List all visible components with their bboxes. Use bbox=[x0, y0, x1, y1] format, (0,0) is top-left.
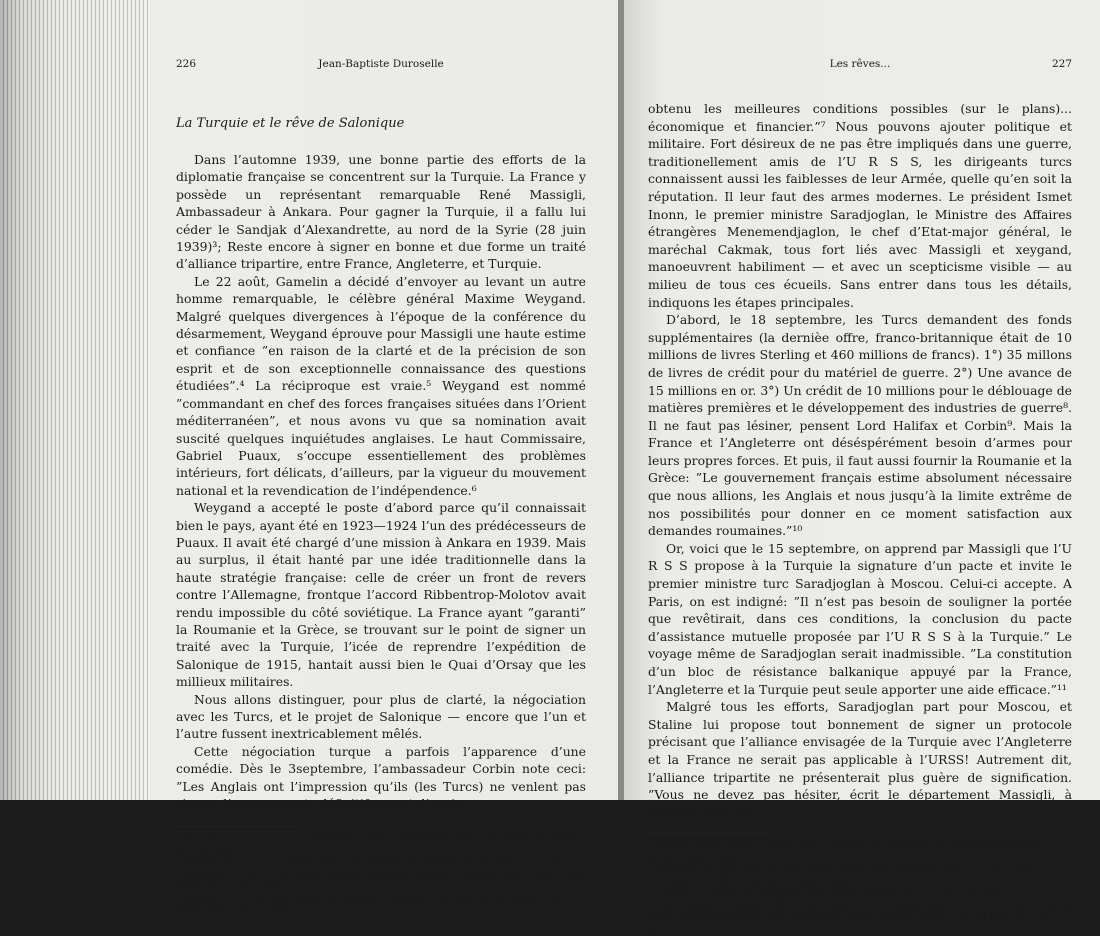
right-page-number: 227 bbox=[1051, 58, 1072, 70]
left-running-head: Jean-Baptiste Duroselle bbox=[318, 58, 444, 70]
footnote: ⁷ Corbin, 3 sept. 1939. T. 2935—2937. Archives du ministère des Affaires étrangères (MAE) 1940. Londres; M a s s i g l i, p. 251. bbox=[648, 840, 1042, 864]
footnote: ⁸ Massigli, 18 sept. 1939. T. 1560—1571. MAE 1940. Londres; M a s s i g l i, p. 254. bbox=[648, 864, 1038, 876]
right-header bbox=[648, 58, 1072, 74]
footnote: ¹¹ Pour Ankara, T. départ 1262—1263. MAE 1940. Londres; Paul de V i l l e l u m e, Journal d’une défaite avril 1939—juin 1940 (Paris 1976), 15 sept. 1939, p. 37; M a s s i g l i, p. 269. bbox=[648, 900, 1072, 936]
paragraph: Nous allons distinguer, pour plus de clarté, la négociation avec les Turcs, et le projet de Salonique — encore que l’un et l’autre fussent inextricablement mêlés. bbox=[176, 691, 586, 742]
footnote-rule bbox=[648, 833, 768, 834]
right-body bbox=[648, 100, 1072, 936]
left-body bbox=[176, 116, 586, 917]
footnote: ¹⁰ 16 sept. T. 2175—2178 départ. MAE 1940. Londres; M a s s i g l i, p. 272. bbox=[648, 888, 1001, 900]
left-header bbox=[176, 58, 586, 74]
right-page bbox=[624, 0, 1100, 936]
paragraph: obtenu les meilleures conditions possibles (sur le plans)... économique et financier.”⁷ Nous pouvons ajouter politique et militaire. Fort désireux de ne pas être impliqués dans une guerre, traditionellement amis de l’U R S S, les dirigeants turcs connaissent aussi les faiblesses de leur Armée, quelle qu’en soit la réputation. Il leur faut des armes modernes. Le président Ismet Inonn, le premier ministre Saradjoglan, le Ministre des Affaires étrangères Menemendjaglon, le chef d’Etat-major général, le maréchal Cakmak, tous fort liés avec Massigli et xeygand, manoeuvrent habiliment — et avec un scepticisme visible — au milieu de tous ces écueils. Sans entrer dans tous les détails, indiquons les étapes principales. bbox=[648, 101, 1072, 310]
paragraph: Weygand a accepté le poste d’abord parce qu’il connaissait bien le pays, ayant été en 1923—1924 l’un des prédécesseurs de Puaux. Il avait été chargé d’une mission à Ankara en 1939. Mais au surplus, il était hanté par une idée traditionnelle dans la haute stratégie française: celle de créer un front de revers contre l’Allemagne, frontque l’accord Ribbentrop-Molotov avait rendu impossible du côté soviétique. La France ayant ”garanti” la Roumanie et la Grèce, se trouvant sur le point de signer un traité avec la Turquie, l’icée de reprendre l’expédition de Salonique de 1915, hantait aussi bien le Quai d’Orsay que les millieux militaires. bbox=[176, 500, 586, 690]
footnote: ³ Cf. J.-B. D u r o s e l l e, La Décadence 1932—1939 (Paris 1979. Imprimeric nationale), p. 435—439. bbox=[176, 833, 586, 857]
section-title: La Turquie et le rêve de Salonique bbox=[176, 116, 405, 131]
paragraph: Malgré tous les efforts, Saradjoglan part pour Moscou, et Staline lui propose tout bonnement de signer un protocole précisant que l’alliance envisagée de la Turquie avec l’Angleterre et la France ne serait pas applicable à l’URSS! Autrement dit, l’alliance tripartite ne présenterait plus guère de signification. ”Vous ne devez pas hésiter, écrit le département Massigli, à marquer aux diri- bbox=[648, 699, 1072, 820]
page-edges bbox=[0, 0, 150, 800]
paragraph: Or, voici que le 15 septembre, on apprend par Massigli que l’U R S S propose à la Turquie la signature d’un pacte et invite le premier ministre turc Saradjoglan à Moscou. Celui-ci accepte. A Paris, on est indigné: ”Il n’est pas besoin de souligner la portée que revêtirait, dans ces conditions, la conclusion du pacte d’assistance mutuelle proposée par l’U R S S à la Turquie.” Le voyage même de Saradjoglan serait inadmissible. ”La constitution d’un bloc de résistance balkanique appuyé par la France, l’Angleterre et la Turquie peut seule apporter une aide efficace.”¹¹ bbox=[648, 540, 1072, 697]
right-running-head: Les rêves... bbox=[829, 58, 891, 70]
paragraph: D’abord, le 18 septembre, les Turcs demandent des fonds supplémentaires (la dernièe offre, franco-britannique était de 10 millions de livres Sterling et 460 millions de francs). 1°) 35 millons de livres de crédit pour du matériel de guerre. 2°) Une avance de 15 millions en or. 3°) Un crédit de 10 millions pour le déblouage de matières premières et le développement des industries de guerre⁸. Il ne faut pas lésiner, pensent Lord Halifax et Corbin⁹. Mais la France et l’Angleterre ont déséspérément besoin d’armes pour leurs propres forces. Et puis, il faut aussi fournir la Roumanie et la Grèce: ”Le gouvernement français estime absolument nécessaire que nous allions, les Anglais et nous jusqu’à la limite extrême de nos possibilités pour donner en ce moment satisfaction aux demandes roumaines.”¹⁰ bbox=[648, 312, 1072, 539]
paragraph: Cette négociation turque a parfois l’apparence d’une comédie. Dès le 3septembre, l’ambassadeur Corbin note ceci: ”Les Anglais ont l’impression qu’ils (les Turcs) ne venlent pas signer d’engagements définitifs avant d’avoir bbox=[176, 743, 586, 812]
footnote: ⁹ 19 sept. T. 3232—3235. MAE 1940. Londres. bbox=[648, 876, 863, 888]
footnote: ⁶ Gabriel P u a u x, Deux années au Levant — Souvenirs de Syrie et du Liban, 1939—1940 (Paris 1952), 248 p. bbox=[176, 893, 573, 917]
footnote: ⁴ Maxime W e y g a n d, Mémoires, t. III, Rappelé au service (Paris 1950), cf. p. 19. bbox=[176, 857, 563, 869]
paragraph: Le 22 août, Gamelin a décidé d’envoyer au levant un autre homme remarquable, le célèbre général Maxime Weygand. Malgré quelques divergences à l’époque de la conférence du désarmement, Weygand éprouve pour Massigli une haute estime et confiance ”en raison de la clarté et de la précision de son esprit et de son exceptionnelle connaissance des questions étudiées”.⁴ La réciproque est vraie.⁵ Weygand est nommé ”commandant en chef des forces françaises situées dans l’Orient méditerranéen”, et nous avons vu que sa nomination avait suscité quelques inquiétudes anglaises. Le haut Commissaire, Gabriel Puaux, s’occupe essentiellement des problèmes intérieurs, fort délicats, d’ailleurs, par la vigueur du mouvement national et la revendication de l’indépendence.⁶ bbox=[176, 273, 586, 498]
left-page-number: 226 bbox=[176, 58, 197, 70]
footnote: ⁵ René M a s s i g l i, La Turguie devant la guerre. Mission à Ankara, 1939—1940 (Paris 1964), cf. p. 142—143. bbox=[176, 869, 585, 893]
paragraph: Dans l’automne 1939, une bonne partie des efforts de la diplomatie française se concentrent sur la Turquie. La France y possède un représentant remarquable René Massigli, Ambassadeur à Ankara. Pour gagner la Turquie, il a fallu lui céder le Sandjak d’Alexandrette, au nord de la Syrie (28 juin 1939)³; Reste encore à signer en bonne et due forme un traité d’alliance tripartire, entre France, Angleterre, et Turquie. bbox=[176, 152, 586, 272]
footnote-rule bbox=[176, 826, 296, 827]
